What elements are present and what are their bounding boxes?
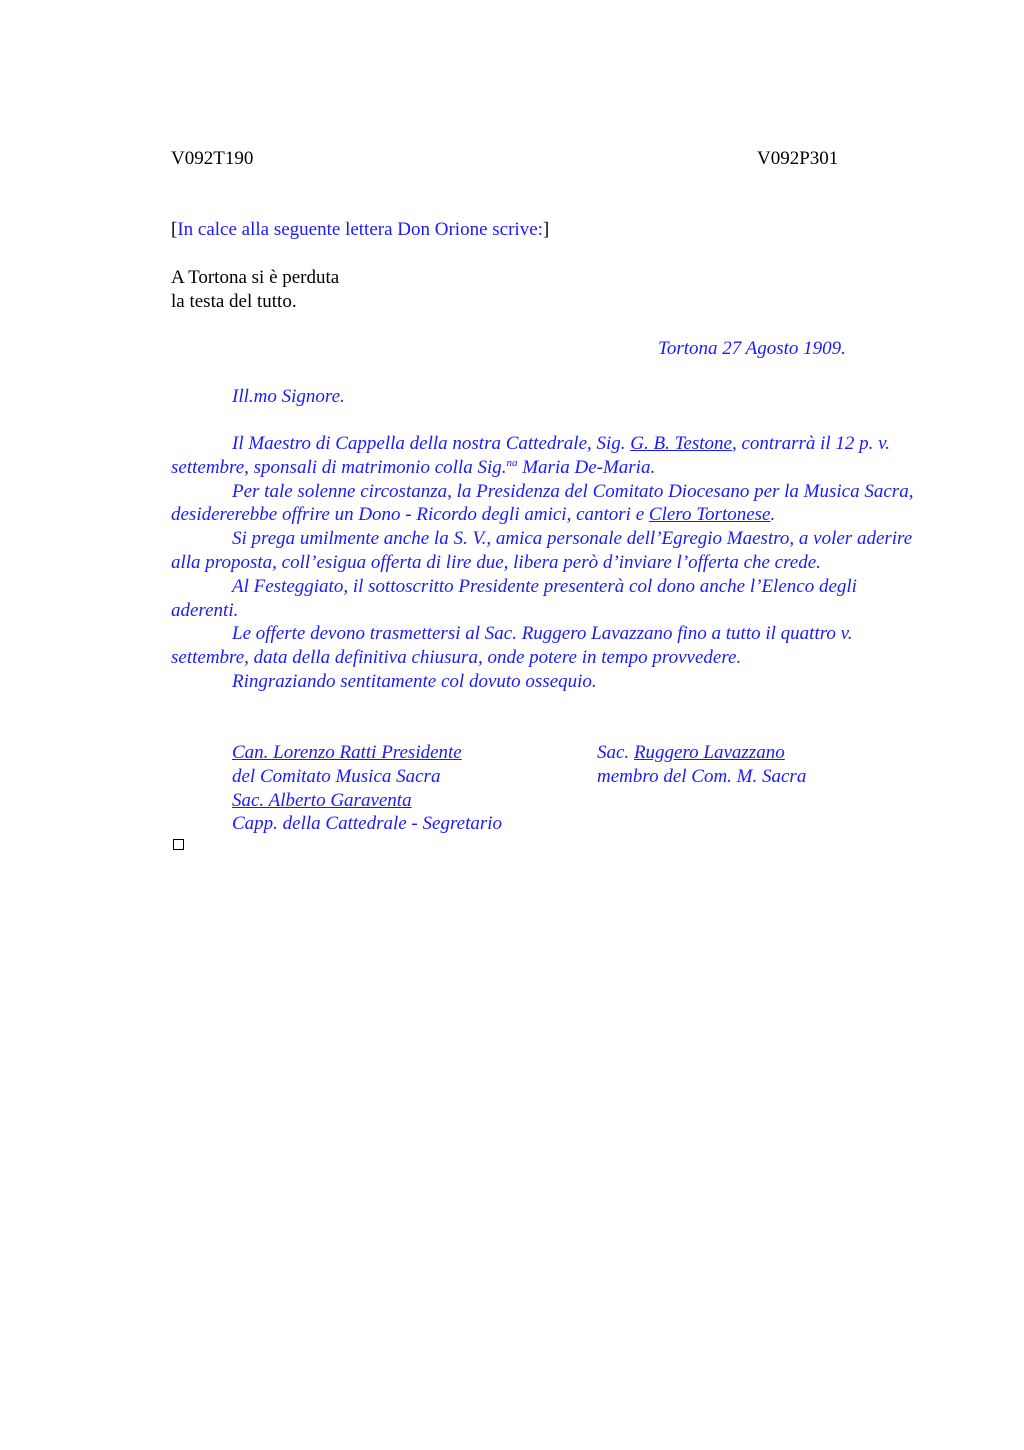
p2-text-b: . bbox=[770, 504, 776, 526]
p1-text-b: , contrarrà il 12 p. v. settembre, sponsali di matrimonio colla Sig. bbox=[171, 433, 890, 478]
handwritten-note-line-2: la testa del tutto. bbox=[171, 291, 297, 312]
note-close-bracket: ] bbox=[542, 219, 550, 240]
header-left-code: V092T190 bbox=[171, 148, 254, 169]
letter-salutation: Ill.mo Signore. bbox=[232, 386, 345, 407]
signature-right-name bbox=[597, 741, 785, 765]
note-text: In calce alla seguente lettera Don Orione scrive: bbox=[177, 219, 543, 240]
letter-paragraph-2 bbox=[171, 480, 919, 528]
letter-paragraph-1 bbox=[171, 432, 919, 480]
letter-paragraph-5: Le offerte devono trasmettersi al Sac. Ruggero Lavazzano fino a tutto il quattro v. settembre, data della definitiva chiusura, onde potere in tempo provvedere. bbox=[171, 623, 853, 669]
clergy-name: Clero Tortonese bbox=[648, 504, 771, 526]
signature-left-name-2: Sac. Alberto Garaventa bbox=[232, 790, 412, 811]
letter-body bbox=[171, 432, 919, 694]
handwritten-note-line-1: A Tortona si è perduta bbox=[171, 267, 340, 288]
p1-text-a: Il Maestro di Cappella della nostra Cattedrale, Sig. bbox=[232, 433, 631, 454]
letter-paragraph-6: Ringraziando sentitamente col dovuto ossequio. bbox=[232, 670, 597, 692]
signature-left-role-1: del Comitato Musica Sacra bbox=[232, 766, 441, 787]
note-open-bracket: [ bbox=[171, 219, 178, 240]
signature-right-prefix: Sac. bbox=[597, 742, 634, 763]
letter-paragraph-3: Si prega umilmente anche la S. V., amica personale dell’Egregio Maestro, a voler aderire alla proposta, coll’esigua offerta di lire due, libera però d’inviare l’offerta che crede. bbox=[171, 528, 913, 573]
header-right-code: V092P301 bbox=[757, 148, 839, 169]
signature-left-role-2: Capp. della Cattedrale - Segretario bbox=[232, 813, 503, 834]
letter-date: Tortona 27 Agosto 1909. bbox=[658, 338, 846, 359]
signature-left-name-1: Can. Lorenzo Ratti Presidente bbox=[232, 742, 462, 763]
editorial-note bbox=[171, 218, 549, 242]
maestro-name: G. B. Testone bbox=[630, 433, 732, 454]
signature-right-name-text: Ruggero Lavazzano bbox=[633, 742, 785, 763]
signature-right-role: membro del Com. M. Sacra bbox=[597, 766, 807, 787]
p2-text-a: Per tale solenne circostanza, la Presidenza del Comitato Diocesano per la Musica Sacra, desidererebbe offrire un Dono - Ricordo degli amici, cantori e bbox=[171, 480, 914, 526]
p1-superscript: na bbox=[506, 456, 518, 469]
p1-text-c: Maria De-Maria. bbox=[517, 456, 656, 478]
letter-paragraph-4: Al Festeggiato, il sottoscritto Presidente presenterà col dono anche l’Elenco degli aderenti. bbox=[171, 575, 857, 621]
end-marker-square-icon bbox=[173, 839, 184, 850]
